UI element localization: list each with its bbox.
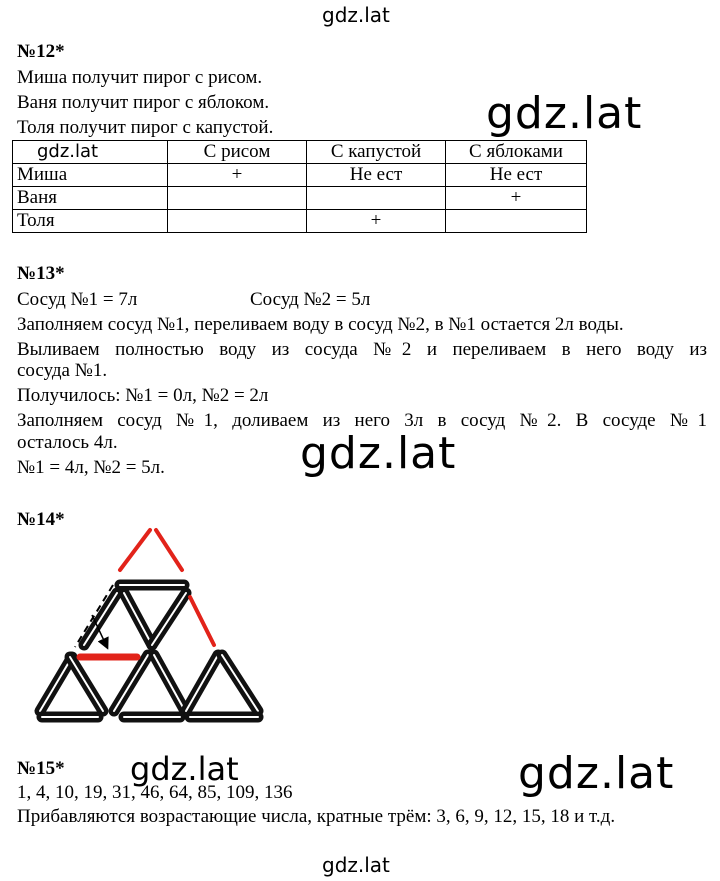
watermark-task12: gdz.lat [486,88,643,139]
table-cell: + [168,164,307,187]
table-header-cell: С яблоками [446,141,587,164]
table-cell [168,187,307,210]
task13-vessel-2: Сосуд №2 = 5л [250,289,371,310]
matchstick-highlight [124,593,152,645]
task13-step-3b: осталось 4л. [17,432,118,453]
watermark-bottom: gdz.lat [322,853,390,877]
matchstick-highlight [222,655,258,711]
task13-result-1: Получилось: №1 = 0л, №2 = 2л [17,385,269,406]
watermark-task13: gdz.lat [300,428,457,479]
task12-table [12,140,587,233]
task13-heading: №13* [17,263,65,284]
matchstick-highlight [154,655,185,711]
task13-result-2: №1 = 4л, №2 = 5л. [17,457,165,478]
red-matchstick [120,530,150,570]
matchstick-highlight [70,657,103,711]
task15-explanation: Прибавляются возрастающие числа, кратные трём: 3, 6, 9, 12, 15, 18 и т.д. [17,806,616,827]
table-cell [168,210,307,233]
table-cell [446,210,587,233]
task13-step-2a: Выливаем полностью воду из сосуда №2 и переливаем в него воду из [17,339,707,360]
table-header-cell: С капустой [307,141,446,164]
task13-step-2b: сосуда №1. [17,360,108,381]
task15-heading: №15* [17,758,65,779]
table-row [13,210,587,233]
table-cell: + [446,187,587,210]
table-cell: Миша [13,164,168,187]
task12-line-3: Толя получит пирог с капустой. [17,117,274,138]
matchstick-highlight [40,657,72,711]
matchstick-puzzle [0,515,720,735]
watermark-top: gdz.lat [322,3,390,27]
matchstick-highlight [84,593,117,645]
black-matchsticks [40,585,258,717]
task13-vessel-1: Сосуд №1 = 7л [17,289,138,310]
task12-heading: №12* [17,41,65,62]
table-cell: + [307,210,446,233]
task12-line-2: Ваня получит пирог с яблоком. [17,92,270,113]
table-row [13,164,587,187]
task12-line-1: Миша получит пирог с рисом. [17,67,263,88]
table-cell: Не ест [446,164,587,187]
task15-sequence: 1, 4, 10, 19, 31, 46, 64, 85, 109, 136 [17,782,293,803]
table-cell: Толя [13,210,168,233]
red-matchstick [190,597,214,645]
matchstick-highlight [152,593,186,645]
matchstick-highlight [114,655,148,711]
task13-step-3a: Заполняем сосуд №1, доливаем из него 3л в сосуд №2. В сосуде №1 [17,410,707,431]
table-header-row [13,141,587,164]
watermark-task15: gdz.lat [130,750,239,788]
table-row [13,187,587,210]
red-matchstick [156,530,182,570]
task14-heading: №14* [17,509,65,530]
matchstick-highlight [186,655,218,711]
table-cell: Ваня [13,187,168,210]
task13-step-1: Заполняем сосуд №1, переливаем воду в сосуд №2, в №1 остается 2л воды. [17,314,624,335]
table-cell [307,187,446,210]
table-cell: Не ест [307,164,446,187]
table-header-cell: С рисом [168,141,307,164]
watermark-right: gdz.lat [518,748,675,799]
table-header-cell: gdz.lat [13,141,168,164]
